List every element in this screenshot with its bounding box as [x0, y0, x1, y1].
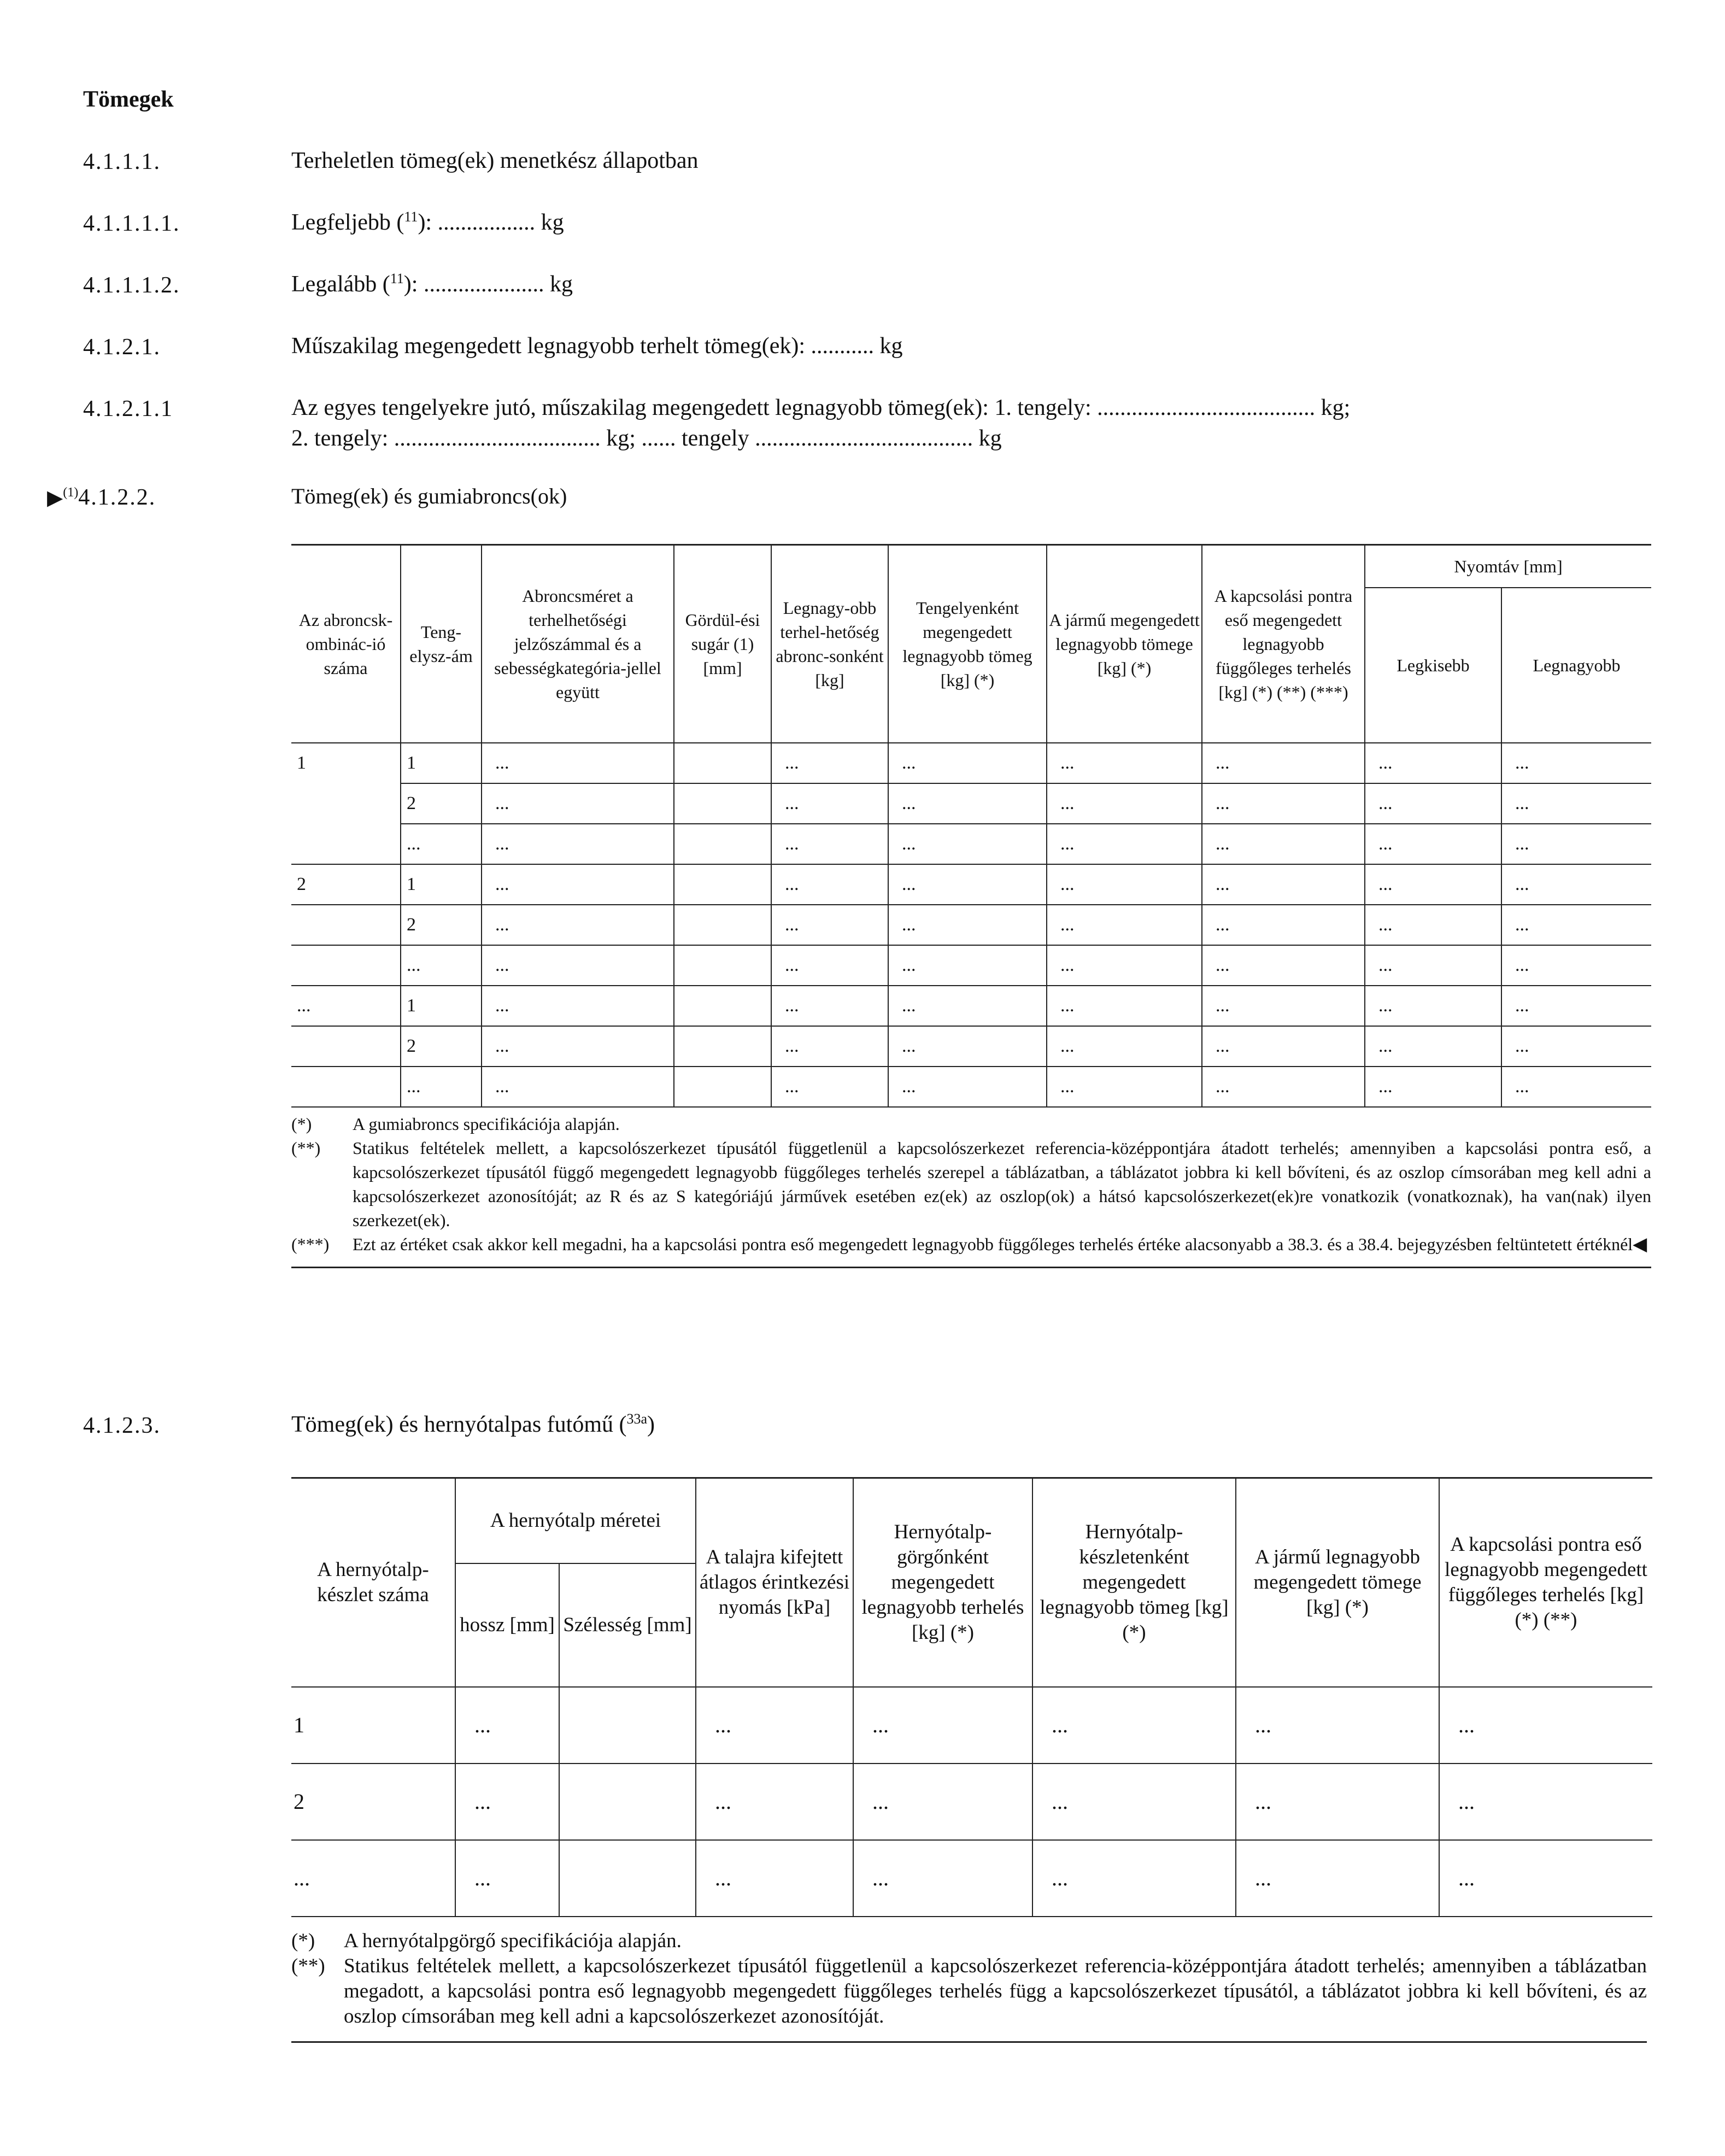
tyre-mass-table — [291, 544, 1651, 1108]
section-title: Tömeg(ek) és gumiabroncs(ok) — [291, 484, 567, 508]
header-width: Szélesség [mm] — [559, 1563, 696, 1687]
footnote: (***) Ezt az értéket csak akkor kell megadni, ha a kapcsolási pontra eső megengedett legnagyobb függőleges terhelés értéke alacsonyabb a 38.3. és a 38.4. bejegyzésben feltüntetett értéknél◀ — [291, 1234, 1647, 1255]
table1-footnotes — [291, 1112, 1651, 1268]
row-number: 4.1.1.1.1. — [83, 211, 180, 236]
table-row: ... ... ... ... ... ... ... ... — [291, 824, 1651, 864]
table-row: 1 1 ... ... ... ... ... ... ... — [291, 743, 1651, 783]
row-number: 4.1.2.3. — [83, 1413, 161, 1438]
triangle-left-icon: ◀ — [1633, 1234, 1647, 1255]
section-title: Tömeg(ek) és hernyótalpas futómű ($^{33a}$) — [291, 1411, 655, 1437]
section-heading: Tömegek — [83, 87, 174, 112]
row-number: 4.1.2.1. — [83, 335, 161, 360]
table2-footnotes — [291, 1929, 1647, 2043]
row-number: 4.1.2.1.1 — [83, 396, 173, 421]
header-coupling: A kapcsolási pontra eső legnagyobb megengedett függőleges terhelés [kg] (*) (**) — [1439, 1478, 1652, 1687]
footnote: (*) A hernyótalpgörgő specifikációja alapján. — [291, 1930, 682, 1952]
table-row: 2 1 ... ... ... ... ... ... ... — [291, 864, 1651, 905]
header-tyre: Abroncsméret a terhelhetőségi jelzőszámmal és a sebességkategória-jellel együtt — [482, 545, 674, 743]
header-track: Nyomtáv [mm] — [1365, 545, 1651, 588]
table-row: 1 ... ... ... ... ... ... — [291, 1687, 1652, 1764]
row-text: Az egyes tengelyekre jutó, műszakilag megengedett legnagyobb tömeg(ek): 1. tengely: ...................................... kg; 2. tengely: .................................... kg; ...... tengely ...................................... kg — [291, 395, 1351, 451]
table-row: ... 1 ... ... ... ... ... ... ... — [291, 986, 1651, 1026]
table-row: ... ... ... ... ... ... ... — [291, 1840, 1652, 1917]
header-track-max: Legnagyobb — [1501, 588, 1651, 743]
header-length: hossz [mm] — [455, 1563, 559, 1687]
table-row: 2 ... ... ... ... ... ... ... — [291, 905, 1651, 945]
header-dims: A hernyótalp méretei — [455, 1478, 696, 1563]
table-row: ... ... ... ... ... ... ... ... — [291, 945, 1651, 986]
amendment-marker: ▶$^{(1)}$4.1.2.2. — [47, 485, 156, 510]
header-pressure: A talajra kifejtett átlagos érintkezési nyomás [kPa] — [696, 1478, 853, 1687]
header-vehmass: A jármű megengedett legnagyobb tömege [kg] (*) — [1047, 545, 1202, 743]
table-row: ... ... ... ... ... ... ... ... — [291, 1067, 1651, 1107]
row-text: Műszakilag megengedett legnagyobb terhelt tömeg(ek): ........... kg — [291, 333, 903, 359]
header-vehmass: A jármű legnagyobb megengedett tömege [kg] (*) — [1236, 1478, 1439, 1687]
row-text: Legalább ($^{11}$): ..................... kg — [291, 271, 573, 297]
header-setmass: Hernyótalp-készletenként megengedett legnagyobb tömeg [kg] (*) — [1032, 1478, 1236, 1687]
header-combo: Az abroncsk-ombinác-ió száma — [291, 545, 401, 743]
header-axlemass: Tengelyenként megengedett legnagyobb tömeg [kg] (*) — [888, 545, 1047, 743]
row-number: 4.1.1.1.2. — [83, 273, 180, 298]
header-coupling: A kapcsolási pontra eső megengedett legnagyobb függőleges terhelés [kg] (*) (**) (***) — [1202, 545, 1365, 743]
header-roller: Hernyótalp-görgőnként megengedett legnagyobb terhelés [kg] (*) — [853, 1478, 1032, 1687]
row-number: 4.1.1.1. — [83, 149, 161, 174]
triangle-right-icon: ▶ — [47, 487, 63, 509]
header-radius: Gördül-ési sugár (1) [mm] — [674, 545, 771, 743]
table-row: 2 ... ... ... ... ... ... ... — [291, 1026, 1651, 1067]
footnote: (**) Statikus feltételek mellett, a kapcsolószerkezet típusától függetlenül a kapcsolószerkezet referencia-középpontjára átadott terhelés; amennyiben a táblázatban megadott, a kapcsolási pontra eső legnagyobb megengedett függőleges terhelés függ a kapcsolószerkezet típusától, a táblázatot jobbra ki kell bővíteni, és az oszlop címsorában meg kell adni a kapcsolószerkezet azonosítóját. — [291, 1955, 1647, 2028]
row-text: Terheletlen tömeg(ek) menetkész állapotban — [291, 148, 699, 173]
row-text: Legfeljebb ($^{11}$): ................. kg — [291, 209, 564, 235]
header-track-min: Legkisebb — [1365, 588, 1501, 743]
footnote: (*) A gumiabroncs specifikációja alapján. — [291, 1114, 620, 1134]
track-mass-table — [291, 1477, 1652, 1917]
table-row: 2 ... ... ... ... ... ... — [291, 1764, 1652, 1840]
header-axle: Teng-elysz-ám — [401, 545, 482, 743]
footnote: (**) Statikus feltételek mellett, a kapcsolószerkezet típusától függetlenül a kapcsolószerkezet referencia-középpontjára átadott terhelés; amennyiben a kapcsolási pontra eső, a kapcsolószerkezet típusától függő megengedett legnagyobb függőleges terhelés szerepel a táblázatban, a táblázatot jobbra ki kell bővíteni, és az oszlop címsorában meg kell adni a kapcsolószerkezet azonosítóját; az R és az S kategóriájú járművek esetében ez(ek) az oszlop(ok) a hátsó kapcsolószerkezet(ek)re vonatkozik (vonatkoznak), ha van(nak) ilyen szerkezet(ek). — [291, 1138, 1651, 1230]
table-row: 2 ... ... ... ... ... ... ... — [291, 783, 1651, 824]
header-set: A hernyótalp-készlet száma — [291, 1478, 455, 1687]
header-maxload: Legnagy-obb terhel-hetőség abronc-sonként [kg] — [771, 545, 888, 743]
